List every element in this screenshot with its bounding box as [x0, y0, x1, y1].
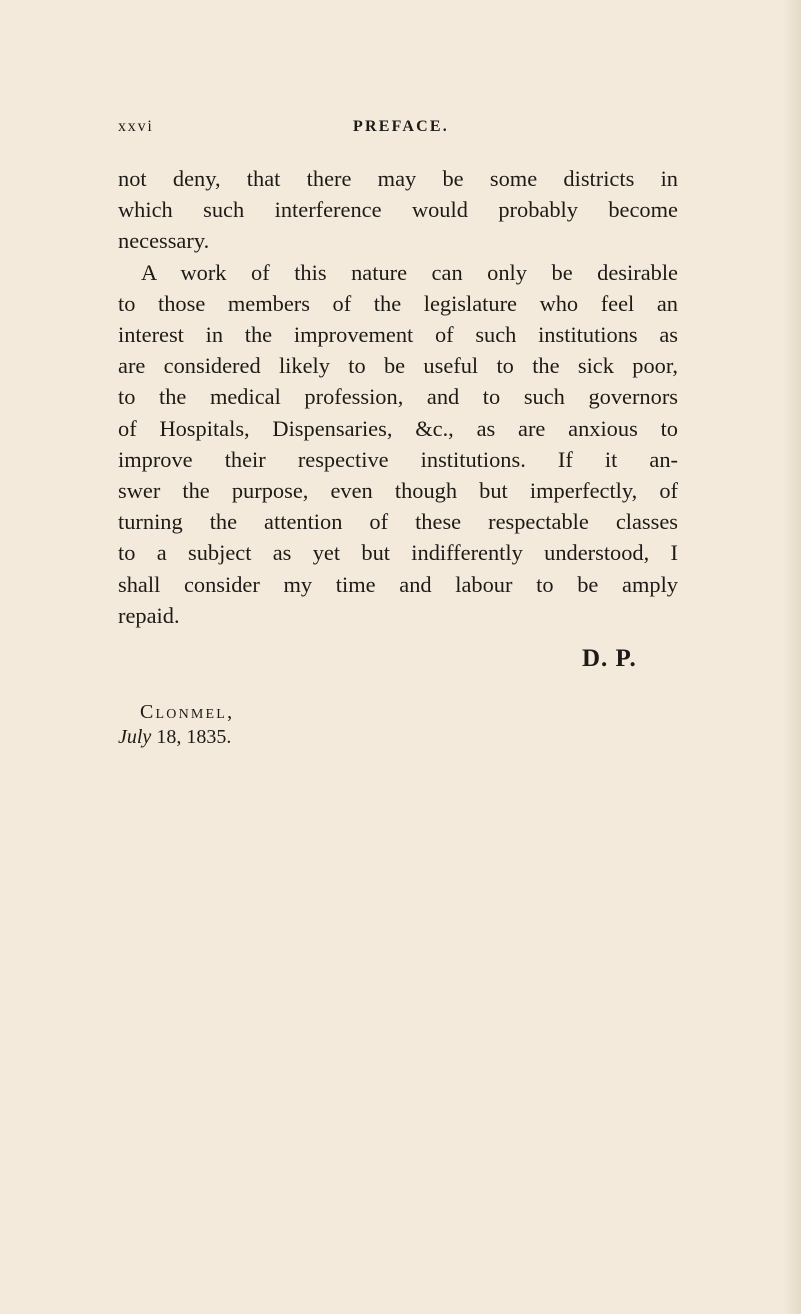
text-line: are considered likely to be useful to the sick poor, [118, 353, 678, 379]
text-line: repaid. [118, 602, 180, 628]
dateline-date [118, 726, 231, 749]
text-line: improve their respective institutions. If it an- [118, 446, 678, 472]
text-line: interest in the improvement of such institutions as [118, 322, 678, 348]
author-initials: D. P. [582, 645, 637, 672]
text-line: which such interference would probably become [118, 197, 678, 223]
page-edge-shadow [783, 0, 801, 1314]
text-line: shall consider my time and labour to be amply [118, 571, 678, 597]
text-line: not deny, that there may be some districts in [118, 166, 678, 191]
paragraph-start-line: A work of this nature can only be desirable [141, 259, 678, 285]
text-line: to the medical profession, and to such governors [118, 384, 678, 410]
text-line: necessary. [118, 228, 210, 254]
running-head: PREFACE. [353, 118, 449, 135]
dateline-month: July [118, 726, 152, 748]
text-line: to those members of the legislature who feel an [118, 290, 678, 316]
dateline-day-year: 18, 1835. [156, 726, 232, 748]
page-number: xxvi [118, 118, 154, 135]
dateline-place: Clonmel, [140, 701, 235, 723]
text-line: turning the attention of these respectable classes [118, 509, 678, 535]
preface-text [118, 163, 678, 631]
page-header [118, 118, 678, 142]
text-line: of Hospitals, Dispensaries, &c., as are anxious to [118, 415, 678, 441]
text-line: to a subject as yet but indifferently understood, I [118, 540, 678, 566]
text-line: swer the purpose, even though but imperfectly, of [118, 478, 678, 504]
